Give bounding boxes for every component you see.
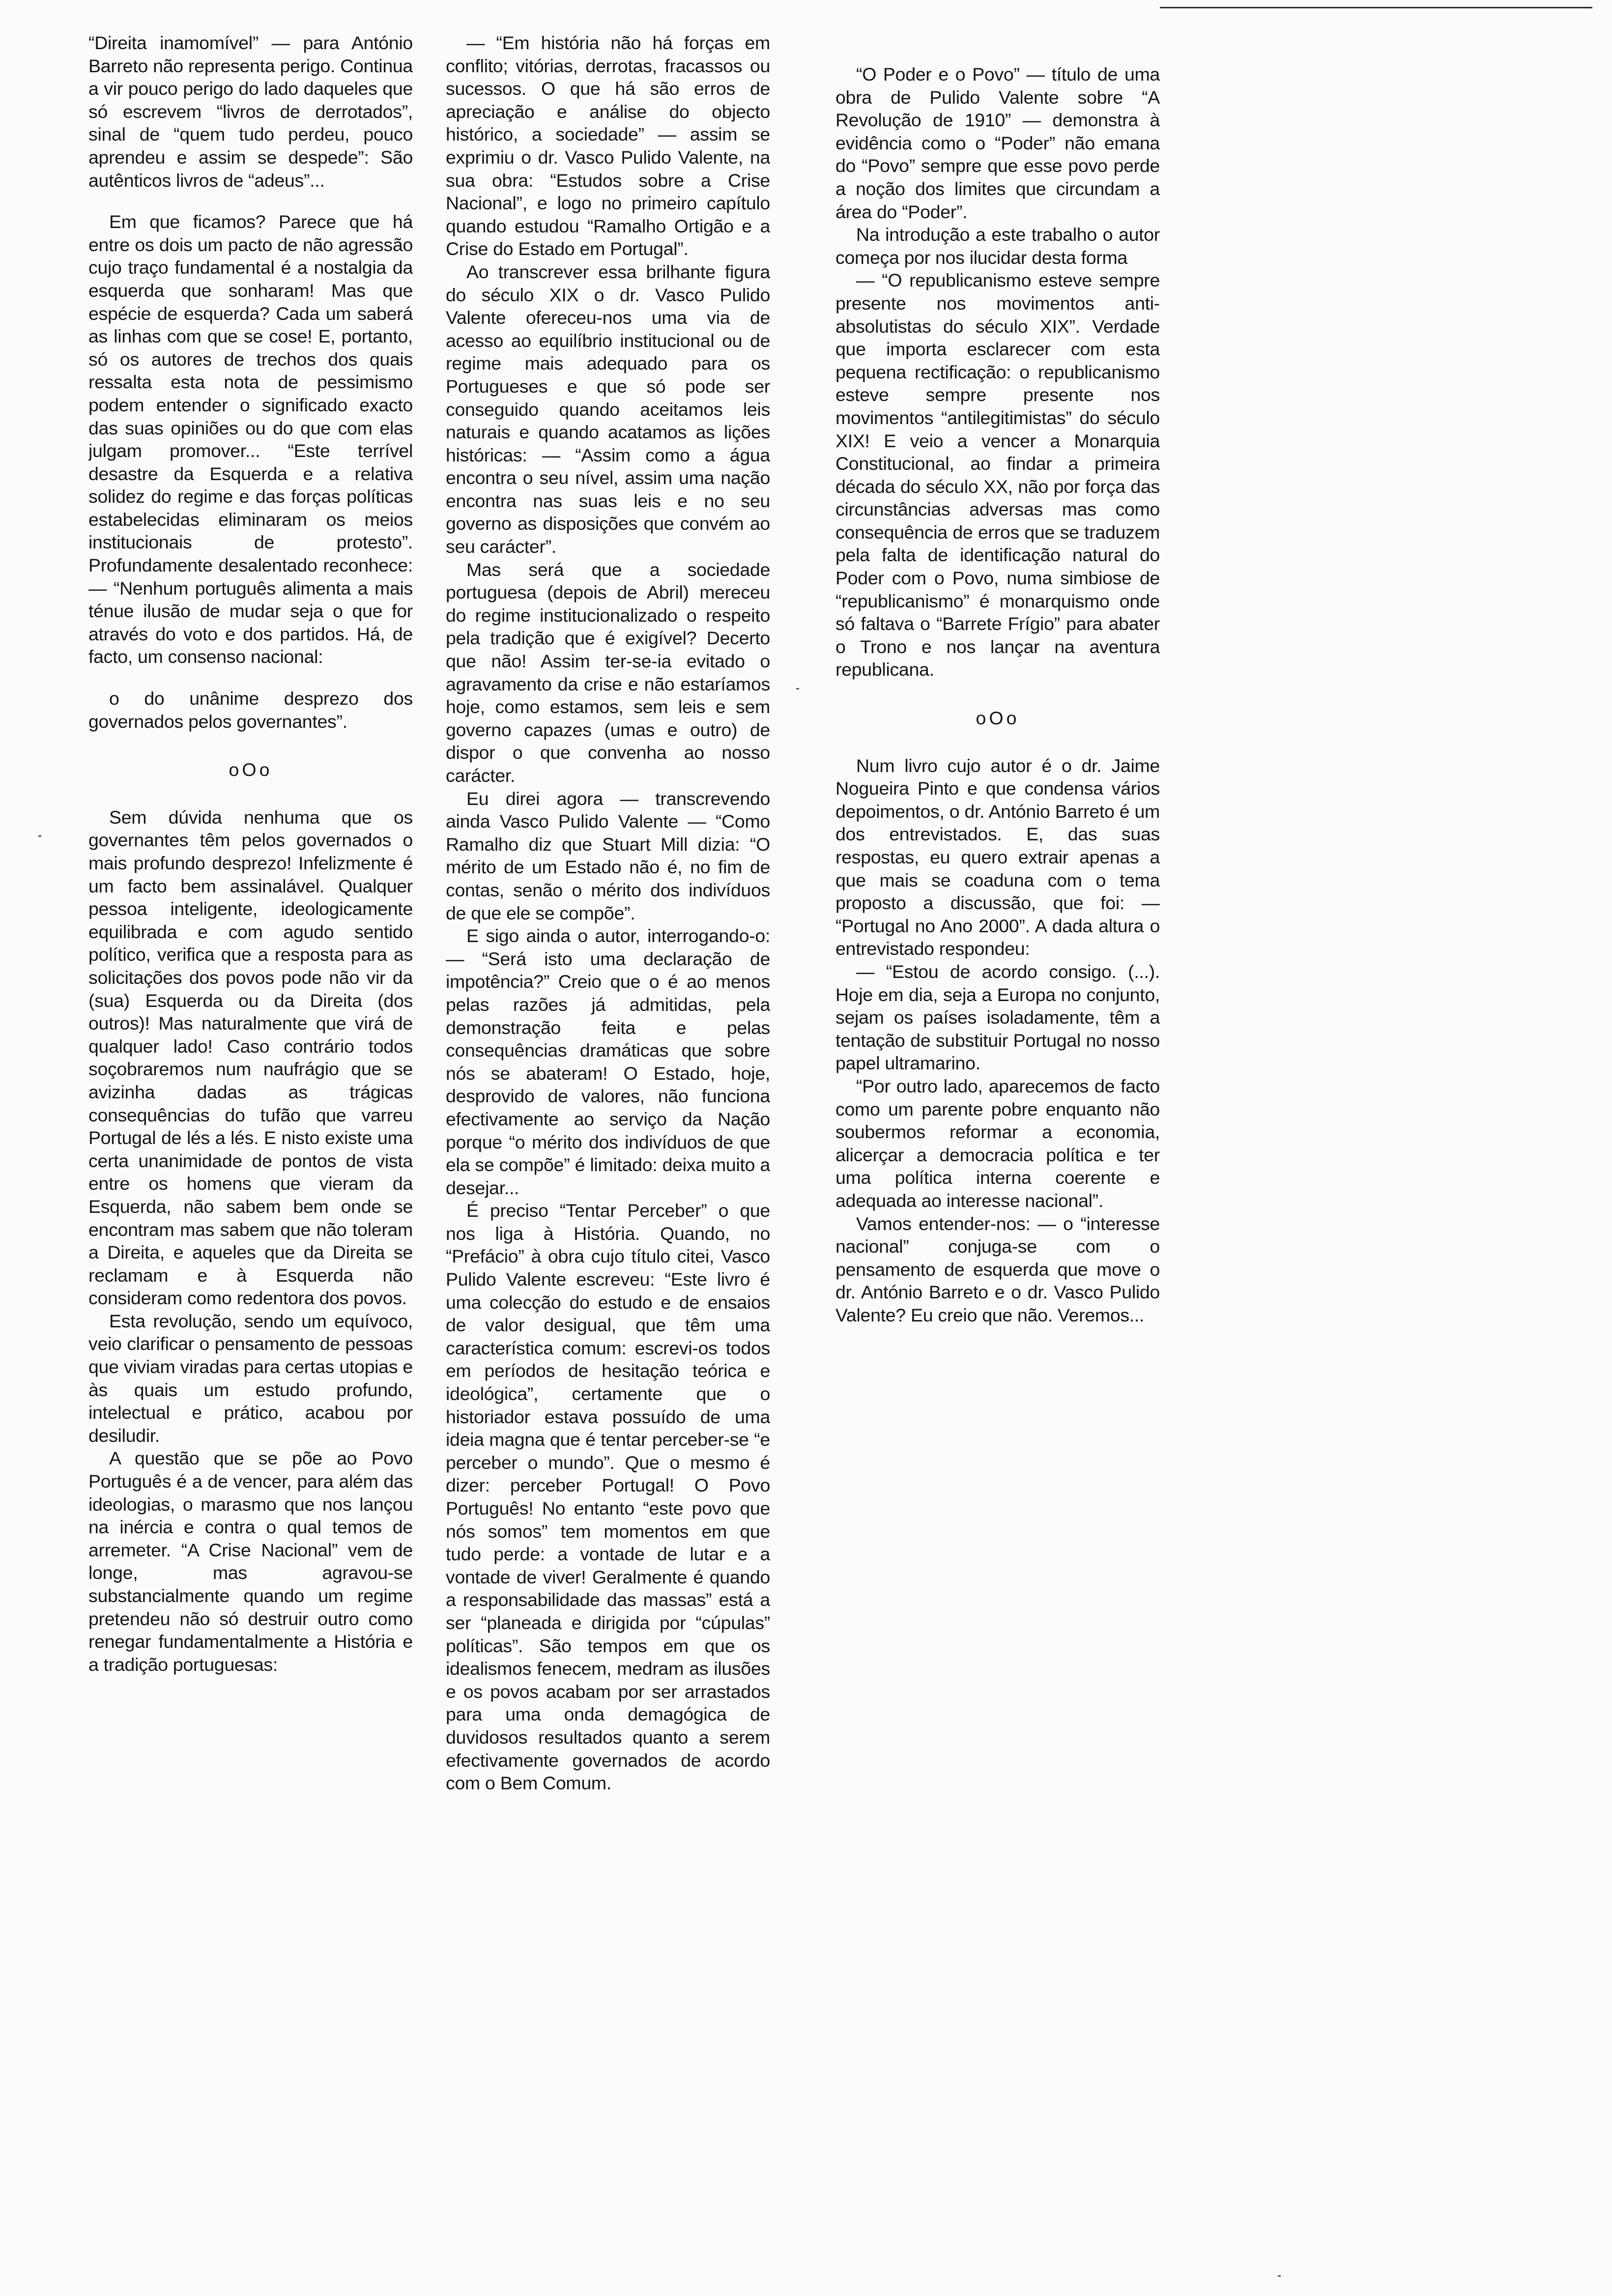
paragraph: Ao transcrever essa brilhante figura do século XIX o dr. Vasco Pulido Valente ofereceu-nos uma via de acesso ao equilíbrio institucional ou de regime mais adequado para os Portugueses e que só pode ser conseguido quando aceitamos leis naturais e quando acatamos as lições históricas: — “Assim como a água encontra o seu nível, assim uma nação encontra nas suas leis e no seu governo as disposições que convém ao seu carácter”. xyxy=(446,261,770,557)
section-separator: oOo xyxy=(229,759,273,780)
paragraph: Eu direi agora — transcrevendo ainda Vasco Pulido Valente — “Como Ramalho diz que Stuart Mill dizia: “O mérito de um Estado não é, no fim de contas, senão o mérito dos indivíduos de que ele se compõe”. xyxy=(446,788,770,923)
column-2 xyxy=(446,31,770,1795)
paragraph: — “Em história não há forças em conflito; vitórias, derrotas, fracassos ou sucessos. O que há são erros de apreciação e análise do objecto histórico, a sociedade” — assim se exprimiu o dr. Vasco Pulido Valente, na sua obra: “Estudos sobre a Crise Nacional”, e logo no primeiro capítulo quando estudou “Ramalho Ortigão e a Crise do Estado em Portugal”. xyxy=(446,32,770,259)
paragraph: Na introdução a este trabalho o autor começa por nos ilucidar desta forma xyxy=(835,224,1160,268)
paragraph: Esta revolução, sendo um equívoco, veio clarificar o pensamento de pessoas que viviam viradas para certas utopias e às quais um estudo profundo, intelectual e prático, acabou por desiludir. xyxy=(88,1310,413,1446)
paragraph: A questão que se põe ao Povo Português é a de vencer, para além das ideologias, o marasmo que nos lançou na inércia e contra o qual temos de arremeter. “A Crise Nacional” vem de longe, mas agravou-se substancialmente quando um regime pretendeu não só destruir outro como renegar fundamentalmente a História e a tradição portuguesas: xyxy=(88,1448,413,1675)
paragraph: Sem dúvida nenhuma que os governantes têm pelos governados o mais profundo desprezo! Infelizmente é um facto bem assinalável. Qualquer pessoa inteligente, ideologicamente equilibrada e com agudo sentido político, verifica que a resposta para as solicitações dos povos pode não vir da (sua) Esquerda ou da Direita (dos outros)! Mas naturalmente que virá de qualquer lado! Caso contrário todos soçobraremos num naufrágio que se avizinha dadas as trágicas consequências do tufão que varreu Portugal de lés a lés. E nisto existe uma certa unanimidade de pontos de vista entre os homens que vieram da Esquerda, não sabem bem onde se encontram mas sabem que não toleram a Direita, e aqueles que da Direita se reclamam e à Esquerda não consideram como redentora dos povos. xyxy=(88,806,413,1309)
column-1 xyxy=(88,31,413,1676)
paragraph: — “Estou de acordo consigo. (...). Hoje em dia, seja a Europa no conjunto, sejam os países isoladamente, têm a tentação de substituir Portugal no nosso papel ultramarino. xyxy=(835,961,1160,1074)
paragraph: Mas será que a sociedade portuguesa (depois de Abril) mereceu do regime institucionalizado o respeito pela tradição que é exigível? Decerto que não! Assim ter-se-ia evitado o agravamento da crise e não estaríamos hoje, como estamos, sem leis e sem governo capazes (umas e outro) de dispor o que convenha ao nosso carácter. xyxy=(446,559,770,786)
paragraph: “Por outro lado, aparecemos de facto como um parente pobre enquanto não soubermos reformar a economia, alicerçar a democracia política e ter uma política interna coerente e adequada ao interesse nacional”. xyxy=(835,1075,1160,1211)
paragraph: — “O republicanismo esteve sempre presente nos movimentos anti-absolutistas do século XIX”. Verdade que importa esclarecer com esta pequena rectificação: o republicanismo esteve sempre presente nos movimentos “antilegitimistas” do século XIX! E veio a vencer a Monarquia Constitucional, ao findar a primeira década do século XX, não por força das circunstâncias adversas mas como consequência de erros que se traduzem pela falta de identificação natural do Poder com o Povo, numa simbiose de “republicanismo” é monarquismo onde só faltava o “Barrete Frígio” para abater o Trono e nos lançar na aventura republicana. xyxy=(835,270,1160,680)
paragraph: Num livro cujo autor é o dr. Jaime Nogueira Pinto e que condensa vários depoimentos, o dr. António Barreto é um dos entrevistados. E, das suas respostas, eu quero extrair apenas a que mais se coaduna com o tema proposto a discussão, que foi: — “Portugal no Ano 2000”. A dada altura o entrevistado respondeu: xyxy=(835,755,1160,959)
paragraph: Vamos entender-nos: — o “interesse nacional” conjuga-se com o pensamento de esquerda que move o dr. António Barreto e o dr. Vasco Pulido Valente? Eu creio que não. Veremos... xyxy=(835,1213,1160,1325)
scan-speck xyxy=(796,688,799,689)
paragraph: Em que ficamos? Parece que há entre os dois um pacto de não agressão cujo traço fundamental é a nostalgia da esquerda que sonharam! Mas que espécie de esquerda? Cada um saberá as linhas com que se cose! E, portanto, só os autores de trechos dos quais ressalta esta nota de pessimismo podem entender o significado exacto das suas opiniões ou do que com elas julgam promover... “Este terrível desastre da Esquerda e a relativa solidez do regime e das forças políticas estabelecidas eliminaram os meios institucionais de protesto”. Profundamente desalentado reconhece: — “Nenhum português alimenta a mais ténue ilusão de mudar seja o que for através do voto e dos partidos. Há, de facto, um consenso nacional: xyxy=(88,211,413,667)
section-separator: oOo xyxy=(976,708,1020,729)
paragraph: É preciso “Tentar Perceber” o que nos liga à História. Quando, no “Prefácio” à obra cujo título citei, Vasco Pulido Valente escreveu: “Este livro é uma colecção do estudo e de ensaios de valor desigual, que têm uma característica comum: escrevi-os todos em períodos de hesitação teórica e ideológica”, certamente que o historiador estava possuído de uma ideia magna que é tentar perceber-se “e perceber o mundo”. Que o mesmo é dizer: perceber Portugal! O Povo Português! No entanto “este povo que nós somos” tem momentos em que tudo perde: a vontade de lutar e a vontade de viver! Geralmente é quando a responsabilidade das massas” está a ser “planeada e dirigida por “cúpulas” políticas”. São tempos em que os idealismos fenecem, medram as ilusões e os povos acabam por ser arrastados para uma onda demagógica de duvidosos resultados quanto a serem efectivamente governados de acordo com o Bem Comum. xyxy=(446,1200,770,1794)
paragraph: “Direita inamomível” — para António Barreto não representa perigo. Continua a vir pouco perigo do lado daqueles que só escrevem “livros de derrotados”, sinal de “quem tudo perdeu, pouco aprendeu e assim se despede”: São autênticos livros de “adeus”... xyxy=(88,32,413,191)
scan-speck xyxy=(1278,2275,1281,2277)
column-3 xyxy=(835,63,1160,1326)
paragraph: E sigo ainda o autor, interrogando-o: — “Será isto uma declaração de impotência?” Creio que o é ao menos pelas razões já admitidas, pela demonstração feita e pelas consequências dramáticas que sobre nós se abateram! O Estado, hoje, desprovido de valores, não funciona efectivamente ao serviço da Nação porque “o mérito dos indivíduos de que ela se compõe” é limitado: deixa muito a desejar... xyxy=(446,925,770,1198)
scan-speck xyxy=(38,835,41,837)
paragraph: “O Poder e o Povo” — título de uma obra de Pulido Valente sobre “A Revolução de 1910” — demonstra à evidência como o “Poder” não emana do “Povo” sempre que esse povo perde a noção dos limites que circundam a área do “Poder”. xyxy=(835,64,1160,222)
top-rule xyxy=(1160,7,1592,8)
paragraph: o do unânime desprezo dos governados pelos governantes”. xyxy=(88,688,413,732)
